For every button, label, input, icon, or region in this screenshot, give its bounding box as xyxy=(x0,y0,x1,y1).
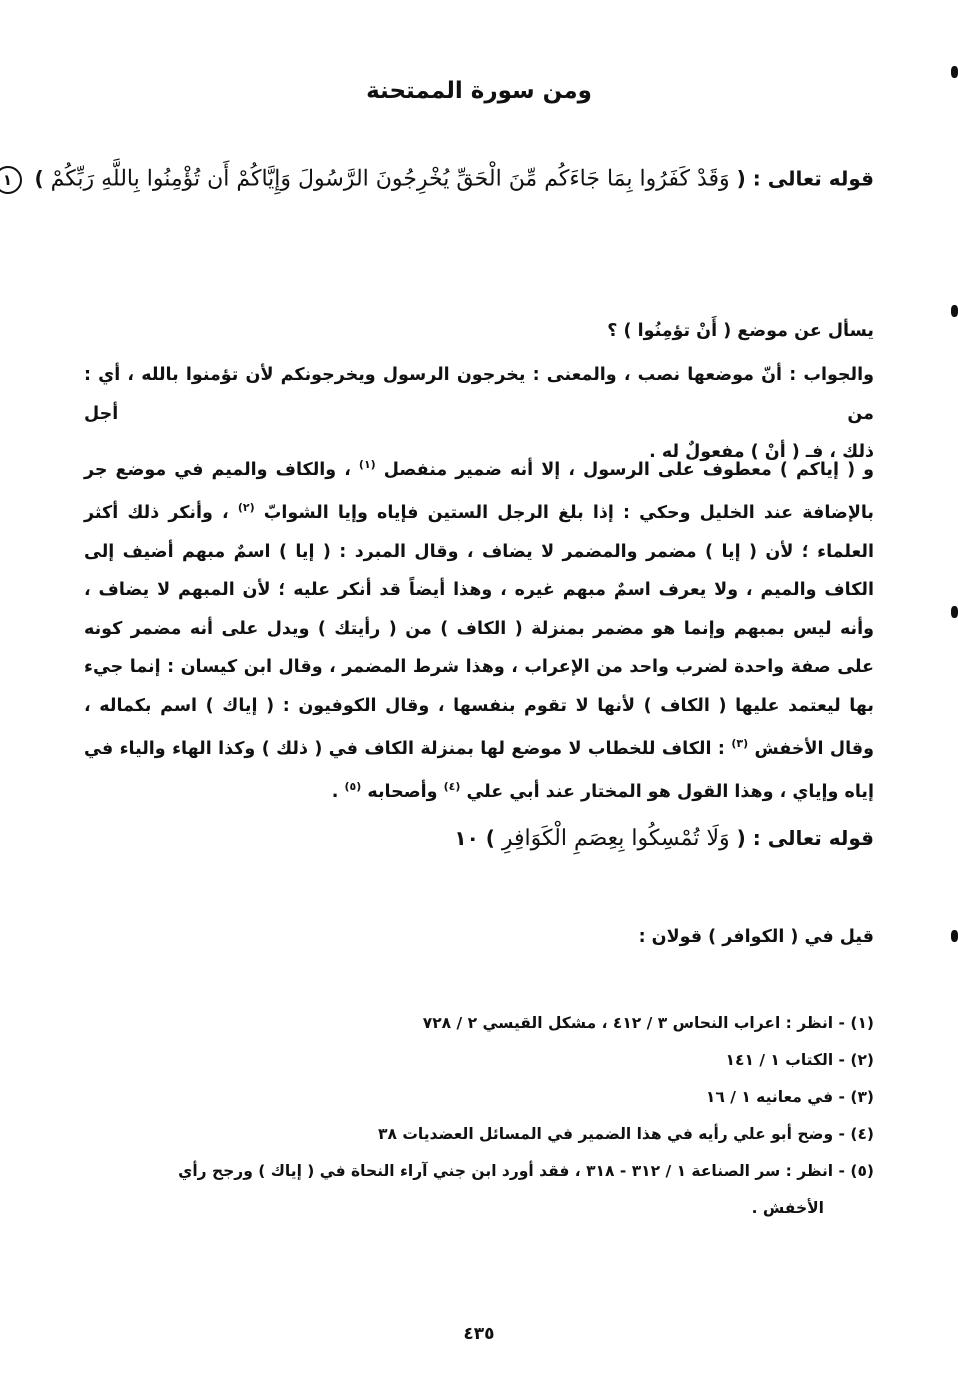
footnote-ref-5[interactable]: (٥) xyxy=(344,780,362,794)
verse2-close: ) ١٠ xyxy=(454,826,495,850)
page-number: ٤٣٥ xyxy=(463,1324,495,1344)
footnote-5-continuation: الأخفش . xyxy=(751,1199,824,1217)
footnote-3: (٣) - في معانيه ١ / ١٦ xyxy=(705,1088,874,1106)
iyyakum-part-2: ، والكاف والميم في موضع جر بالإضافة عند الخليل وحكي : إذا بلغ الرجل الستين فإياه وإيا الشوابّ xyxy=(84,459,874,524)
footnotes-section xyxy=(84,1005,874,1227)
iyyakum-part-4: : الكاف للخطاب لا موضع لها بمنزلة الكاف في ( ذلك ) وكذا الهاء والياء في إياه وإياي ، وهذا القول هو المختار عند أبي علي xyxy=(84,738,874,803)
footnote-5: (٥) - انظر : سر الصناعة ١ / ٣١٢ - ٣١٨ ، فقد أورد ابن جني آراء النحاة في ( إياك ) ورجح رأي xyxy=(178,1162,874,1180)
footnote-ref-1[interactable]: (١) xyxy=(358,458,376,471)
verse-intro: قوله تعالى : ( xyxy=(736,166,874,191)
chapter-title: ومن سورة الممتحنة xyxy=(366,78,592,104)
footnote-1: (١) - انظر : اعراب النحاس ٣ / ٤١٢ ، مشكل القيسي ٢ / ٧٢٨ xyxy=(422,1014,874,1032)
question-line xyxy=(84,312,874,351)
iyyakum-part-6: . xyxy=(331,782,339,803)
margin-dot-3 xyxy=(951,606,958,618)
answer-line-2: ذلك ، فـ ( أنْ ) مفعولٌ له . xyxy=(649,442,874,462)
quran-text: وَقَدْ كَفَرُوا بِمَا جَاءَكُم مِّنَ الْحَقِّ يُخْرِجُونَ الرَّسُولَ وَإِيَّاكُمْ أَن تُؤْمِنُوا بِاللَّهِ رَبِّكُمْ xyxy=(50,166,730,192)
margin-dot-1 xyxy=(951,66,958,78)
iyyakum-paragraph xyxy=(84,446,874,812)
answer-line-1: والجواب : أنّ موضعها نصب ، والمعنى : يخرجون الرسول ويخرجونكم لأن تؤمنوا بالله ، أي : من أجل xyxy=(84,365,874,424)
ayah-number-icon: ١ xyxy=(0,166,22,194)
footnote-ref-2[interactable]: (٢) xyxy=(237,501,255,515)
kawafir-text: قيل في ( الكوافر ) قولان : xyxy=(638,927,874,947)
margin-dot-2 xyxy=(951,305,958,317)
iyyakum-part-5: وأصحابه xyxy=(367,782,438,803)
footnote-ref-4[interactable]: (٤) xyxy=(443,780,461,794)
question-text: يسأل عن موضع ( أَنْ تؤمِنُوا ) ؟ xyxy=(607,321,874,341)
verse-line-2 xyxy=(84,826,874,851)
iyyakum-part-1: و ( إياكم ) معطوف على الرسول ، إلا أنه ضمير منفصل xyxy=(383,459,874,480)
verse2-intro: قوله تعالى : ( xyxy=(736,826,874,850)
verse-close: ) xyxy=(34,166,44,191)
footnote-4: (٤) - وضح أبو علي رأيه في هذا الضمير في المسائل العضديات ٣٨ xyxy=(378,1125,874,1143)
margin-dot-4 xyxy=(951,930,958,942)
verse-line-1 xyxy=(2,166,874,194)
footnote-2: (٢) - الكتاب ١ / ١٤١ xyxy=(725,1051,874,1069)
quran-text-2: وَلَا تُمْسِكُوا بِعِصَمِ الْكَوَافِرِ xyxy=(501,826,730,851)
iyyakum-part-3: ، وأنكر ذلك أكثر العلماء ؛ لأن ( إيا ) مضمر والمضمر لا يضاف ، وقال المبرد : ( إيا ) اسمٌ مبهم أضيف إلى الكاف والميم ، ولا يعرف اسمٌ مبهم غيره ، وهذا أيضاً قد أنكر عليه ؛ لأن المبهم لا يضاف ، وأنه ليس بمبهم وإنما هو مضمر بمنزلة ( الكاف ) من ( رأيتك ) ويدل على أنه مضمر كونه على صفة واحدة لضرب واحد من الإعراب ، وهذا شرط المضمر ، وقال ابن كيسان : إنما جيء بها ليعتمد عليها ( الكاف ) لأنها لا تقوم بنفسها ، وقال الكوفيون : ( إياك ) اسم بكماله ، وقال الأخفش xyxy=(84,503,874,759)
footnote-ref-3[interactable]: (٣) xyxy=(731,737,749,751)
kawafir-line xyxy=(84,918,874,957)
